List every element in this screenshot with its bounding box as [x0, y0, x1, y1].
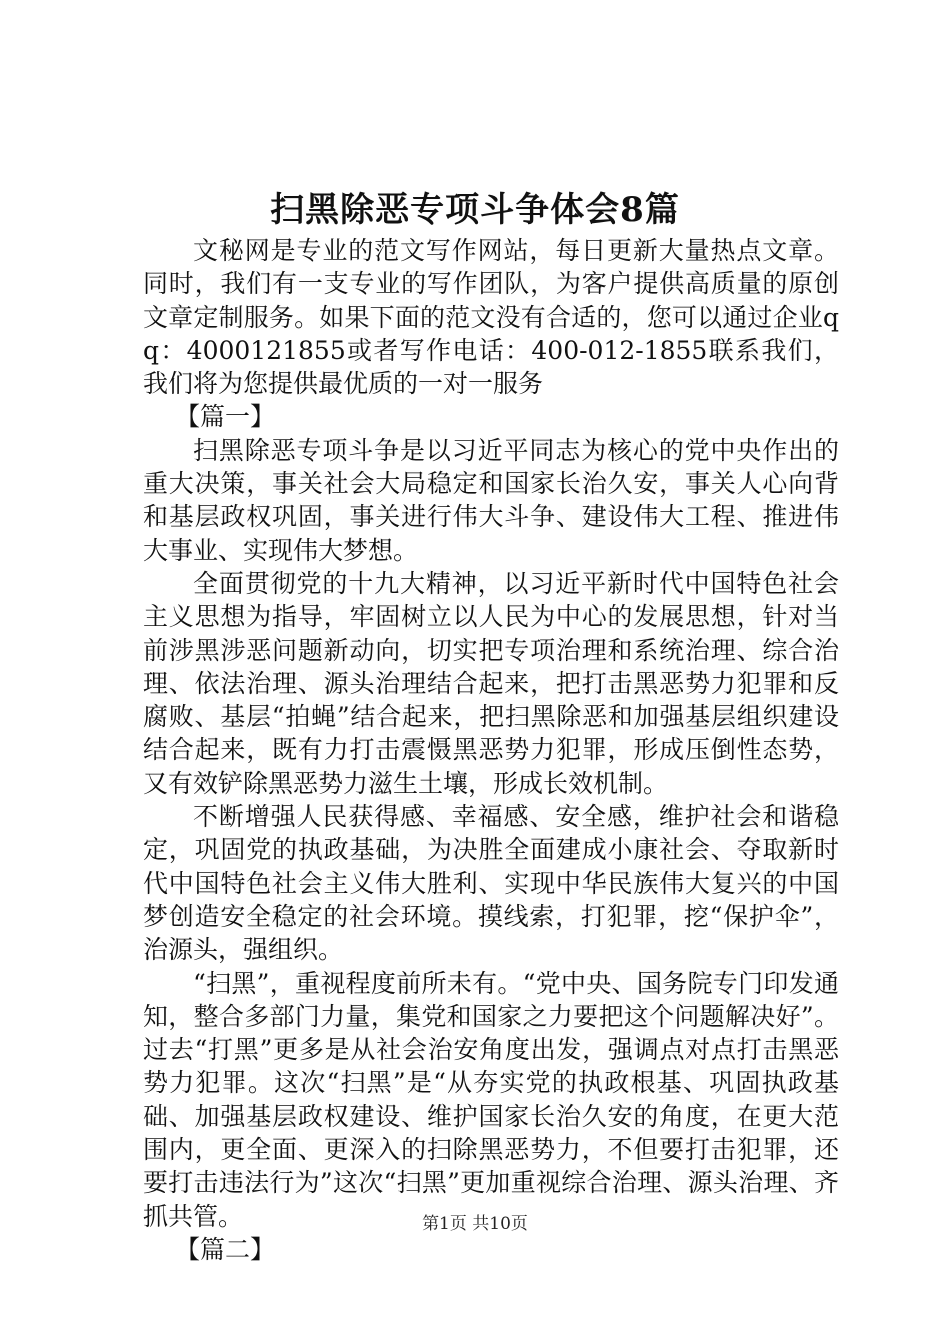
intro-paragraph: 文秘网是专业的范文写作网站，每日更新大量热点文章。同时，我们有一支专业的写作团队，为客户提供高质量的原创文章定制服务。如果下面的范文没有合适的，您可以通过企业qq：4000121855或者写作电话：400-012-1855联系我们，我们将为您提供最优质的一对一服务 [143, 236, 839, 399]
body-paragraph: “扫黑”，重视程度前所未有。“党中央、国务院专门印发通知，整合多部门力量，集党和国家之力要把这个问题解决好”。过去“打黑”更多是从社会治安角度出发，强调点对点打击黑恶势力犯罪。这次“扫黑”是“从夯实党的执政根基、巩固执政基础、加强基层政权建设、维护国家长治久安的角度，在更大范围内，更全面、更深入的扫除黑恶势力，不但要打击犯罪，还要打击违法行为”这次“扫黑”更加重视综合治理、源头治理、齐抓共管。 [143, 968, 839, 1231]
body-paragraph: 全面贯彻党的十九大精神，以习近平新时代中国特色社会主义思想为指导，牢固树立以人民为中心的发展思想，针对当前涉黑涉恶问题新动向，切实把专项治理和系统治理、综合治理、依法治理、源头治理结合起来，把打击黑恶势力犯罪和反腐败、基层“拍蝇”结合起来，把扫黑除恶和加强基层组织建设结合起来，既有力打击震慑黑恶势力犯罪，形成压倒性态势，又有效铲除黑恶势力滋生土壤，形成长效机制。 [143, 568, 839, 798]
section-heading-2: 【篇二】 [175, 1234, 276, 1264]
body-paragraph: 扫黑除恶专项斗争是以习近平同志为核心的党中央作出的重大决策，事关社会大局稳定和国家长治久安，事关人心向背和基层政权巩固，事关进行伟大斗争、建设伟大工程、推进伟大事业、实现伟大梦想。 [143, 435, 839, 565]
section-heading-1: 【篇一】 [175, 402, 276, 432]
page-number: 第1页 共10页 [422, 1214, 528, 1234]
body-paragraph: 不断增强人民获得感、幸福感、安全感，维护社会和谐稳定，巩固党的执政基础，为决胜全面建成小康社会、夺取新时代中国特色社会主义伟大胜利、实现中华民族伟大复兴的中国梦创造安全稳定的社会环境。摸线索，打犯罪，挖“保护伞”，治源头，强组织。 [143, 802, 839, 965]
page-title: 扫黑除恶专项斗争体会8篇 [270, 190, 680, 230]
page-footer [0, 1212, 950, 1236]
document-body [143, 234, 839, 1266]
